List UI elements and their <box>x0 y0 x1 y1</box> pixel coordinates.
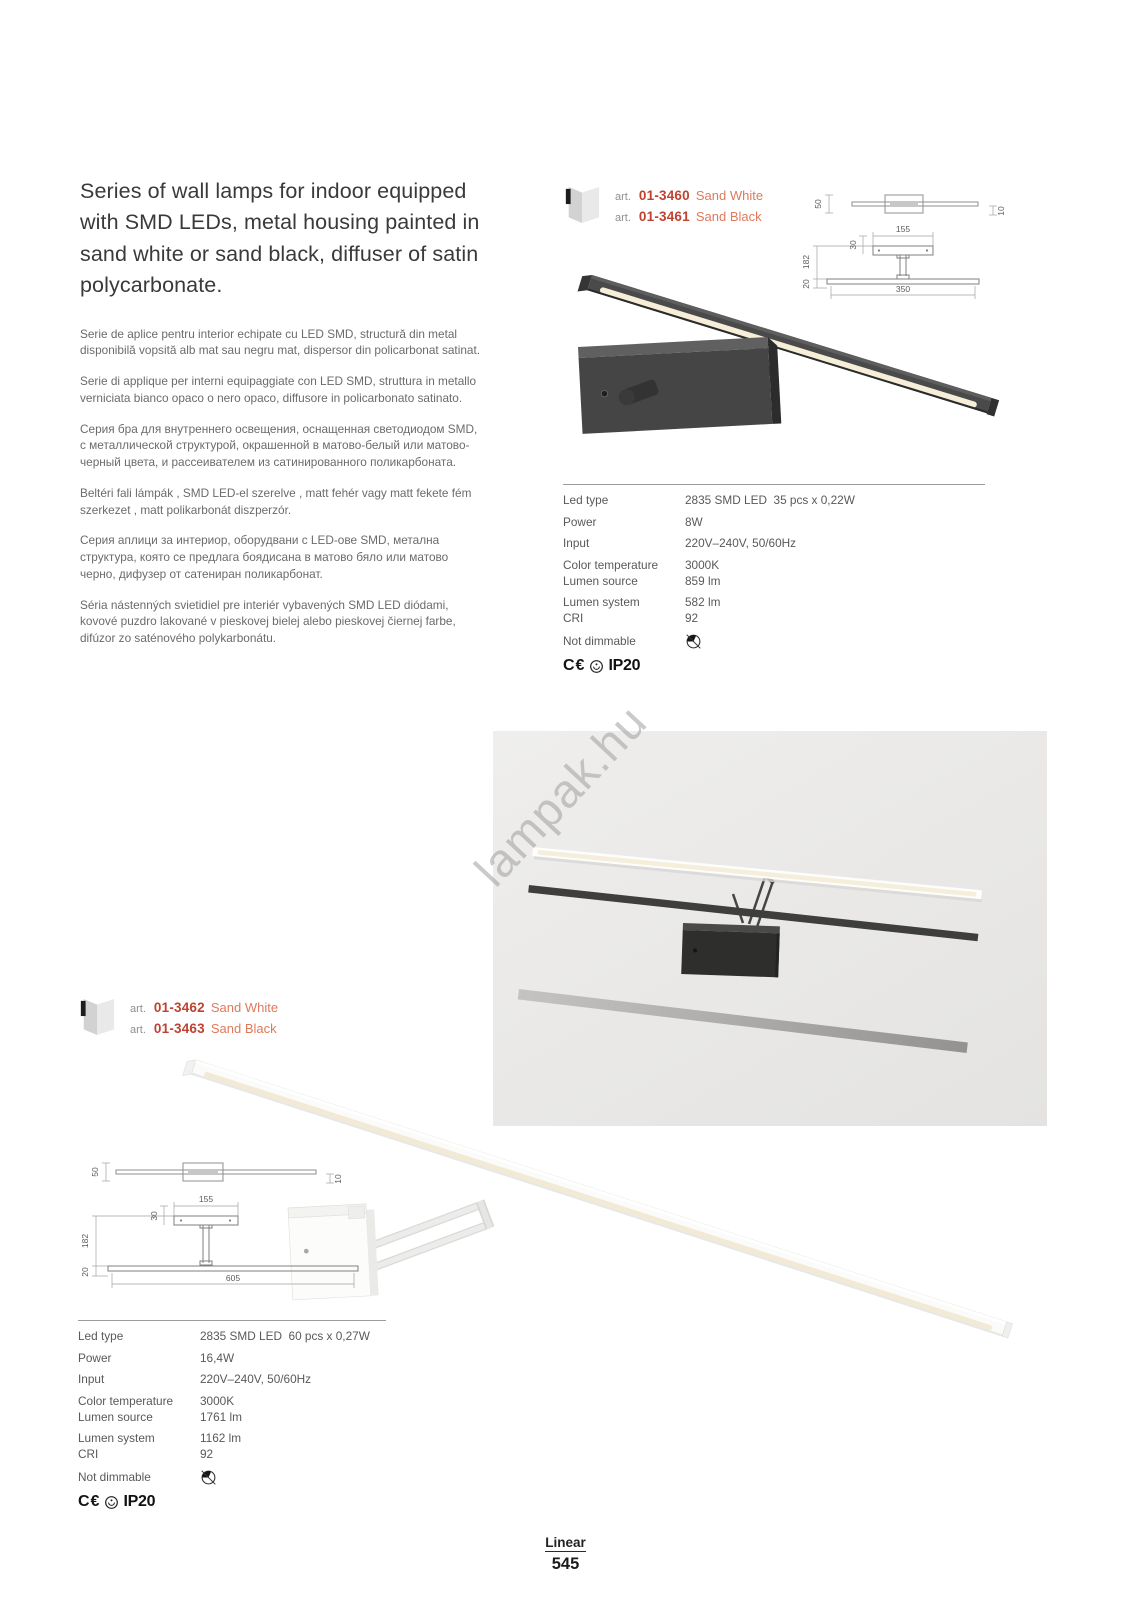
description-bg: Серия аплици за интериор, оборудвани с LED-ове SMD, метална структура, която се предлага боядисана в матово бяло или матово черно, дифузер от сатениран поликарбонат. <box>80 533 449 581</box>
art-finish: Sand White <box>695 188 764 203</box>
not-dimmable-icon <box>200 1469 217 1486</box>
spec-row <box>563 611 985 625</box>
description-ro: Serie de aplice pentru interior echipate cu LED SMD, structură din metal disponibilă vopsită alb mat sau negru mat, dispersor din policarbonat satinat. <box>80 326 481 358</box>
art-label: art. <box>130 1003 146 1015</box>
dim-label-diffuser-height: 10 <box>333 1174 343 1184</box>
watermark: lampak.hu <box>463 694 657 896</box>
spec-row <box>78 1329 386 1343</box>
spec-row <box>78 1431 386 1445</box>
description-it: Serie di applique per interni equipaggiate con LED SMD, struttura in metallo verniciata bianco opaco o nero opaco, diffusore in policarbonato satinato. <box>80 374 477 405</box>
spec-row <box>78 1372 386 1386</box>
art-row <box>615 186 763 207</box>
spec-label: Lumen source <box>563 573 638 588</box>
series-name: Linear <box>545 1535 586 1550</box>
dim-label-bar-height: 20 <box>801 279 811 289</box>
art-finish: Sand White <box>210 1000 279 1015</box>
spec-label: Color temperature <box>78 1393 174 1408</box>
page-number: 545 <box>551 1555 580 1573</box>
product2-art-rows <box>130 996 278 1040</box>
certification-marks <box>78 1493 386 1511</box>
wall-mount-icon <box>78 996 116 1038</box>
product2-dimension-drawing <box>78 1148 378 1298</box>
spec-row <box>563 558 985 572</box>
spec-row <box>563 493 985 507</box>
spec-row <box>78 1394 386 1408</box>
cert-circle-icon <box>104 1495 119 1510</box>
spec-row <box>563 515 985 529</box>
spec-value: 220V–240V, 50/60Hz <box>685 536 797 550</box>
dim-label-bracket-width: 155 <box>198 1194 214 1204</box>
art-code: 01-3463 <box>153 1021 205 1036</box>
art-row <box>615 207 763 228</box>
ip-rating: IP20 <box>608 657 641 674</box>
spec-row <box>78 1410 386 1424</box>
spec-value: 220V–240V, 50/60Hz <box>200 1372 312 1386</box>
spec-row <box>78 1447 386 1461</box>
description-ru: Серия бра для внутреннего освещения, оснащенная светодиодом SMD, с металлической структурой, окрашенной в матово-белый или матово-черный цвета, и рассеивателем из сатинированного поликарбоната. <box>80 421 478 469</box>
dim-label-length: 605 <box>225 1273 241 1283</box>
spec-value: 92 <box>200 1447 214 1461</box>
spec-row <box>563 574 985 588</box>
not-dimmable-row <box>563 633 985 650</box>
spec-label: Power <box>78 1350 112 1365</box>
dim-label-diffuser-height: 10 <box>996 206 1006 216</box>
intro-section <box>80 176 484 661</box>
spec-value: 1162 lm <box>200 1431 242 1445</box>
spec-value: 1761 lm <box>200 1409 242 1424</box>
spec-label: Lumen source <box>78 1409 153 1424</box>
dim-label-plate-depth: 30 <box>848 240 858 250</box>
dim-label-bracket-width: 155 <box>895 224 911 234</box>
spec-value: 16,4W <box>200 1350 235 1365</box>
spec-value: 582 lm <box>685 595 721 609</box>
product1-art-block <box>563 184 763 228</box>
dim-label-plate-depth: 30 <box>149 1211 159 1221</box>
spec-value: 92 <box>685 611 699 625</box>
certification-marks <box>563 657 985 675</box>
spec-value: 3000K <box>200 1393 235 1408</box>
spec-value: 3000K <box>685 557 720 572</box>
spec-row <box>563 536 985 550</box>
spec-label: CRI <box>78 1447 99 1461</box>
product2-art-block <box>78 996 278 1040</box>
spec-value: 8W <box>685 514 703 529</box>
product1-spec-table <box>563 484 985 675</box>
dim-label-bar-height: 20 <box>80 1267 90 1277</box>
not-dimmable-row <box>78 1469 386 1486</box>
page-footer <box>0 1534 1131 1574</box>
not-dimmable-icon <box>685 633 702 650</box>
spec-label: Input <box>563 536 590 550</box>
art-finish: Sand Black <box>695 209 762 224</box>
product1-art-rows <box>615 184 763 228</box>
product2-spec-table <box>78 1320 386 1511</box>
dim-label-plan-depth: 50 <box>90 1167 100 1177</box>
ce-mark: C€ <box>78 1493 101 1510</box>
dim-label-length: 350 <box>895 284 911 294</box>
art-label: art. <box>130 1024 146 1036</box>
art-row <box>130 998 278 1019</box>
product1-image <box>560 243 1005 483</box>
ce-mark: C€ <box>563 657 586 674</box>
spec-label: Led type <box>563 493 609 507</box>
spec-row <box>78 1351 386 1365</box>
page-title: Series of wall lamps for indoor equipped with SMD LEDs, metal housing painted in sand white or sand black, diffuser of satin polycarbonate. <box>80 179 480 298</box>
spec-label: Led type <box>78 1329 124 1343</box>
cert-circle-icon <box>589 659 604 674</box>
spec-label: Color temperature <box>563 557 659 572</box>
spec-label: Lumen system <box>78 1431 155 1445</box>
spec-label: Power <box>563 514 597 529</box>
dim-label-arm-height: 182 <box>801 254 811 270</box>
ip-rating: IP20 <box>123 1493 156 1510</box>
art-code: 01-3462 <box>153 1000 205 1015</box>
spec-label: CRI <box>563 611 584 625</box>
art-label: art. <box>615 191 631 203</box>
dim-label-arm-height: 182 <box>80 1233 90 1249</box>
spec-value: 2835 SMD LED 60 pcs x 0,27W <box>200 1329 370 1343</box>
art-code: 01-3461 <box>638 209 690 224</box>
spec-label: Lumen system <box>563 595 640 609</box>
description-sk: Séria nástenných svietidiel pre interiér vybavených SMD LED diódami, kovové puzdro lakované v pieskovej bielej alebo pieskovej čiernej farbe, difúzor zo saténového polykarbonátu. <box>80 597 456 645</box>
spec-value: 859 lm <box>685 573 721 588</box>
wall-mount-icon <box>563 184 601 226</box>
dim-label-plan-depth: 50 <box>813 199 823 209</box>
art-code: 01-3460 <box>638 188 690 203</box>
not-dimmable-label: Not dimmable <box>563 634 636 648</box>
spec-value: 2835 SMD LED 35 pcs x 0,22W <box>685 493 855 507</box>
spec-row <box>563 595 985 609</box>
art-finish: Sand Black <box>210 1021 277 1036</box>
description-hu: Beltéri fali lámpák , SMD LED-el szerelve , matt fehér vagy matt fekete fém szerkezet , matt polikarbonát diszperzór. <box>80 485 472 517</box>
not-dimmable-label: Not dimmable <box>78 1470 151 1484</box>
art-label: art. <box>615 212 631 224</box>
spec-label: Input <box>78 1372 105 1386</box>
